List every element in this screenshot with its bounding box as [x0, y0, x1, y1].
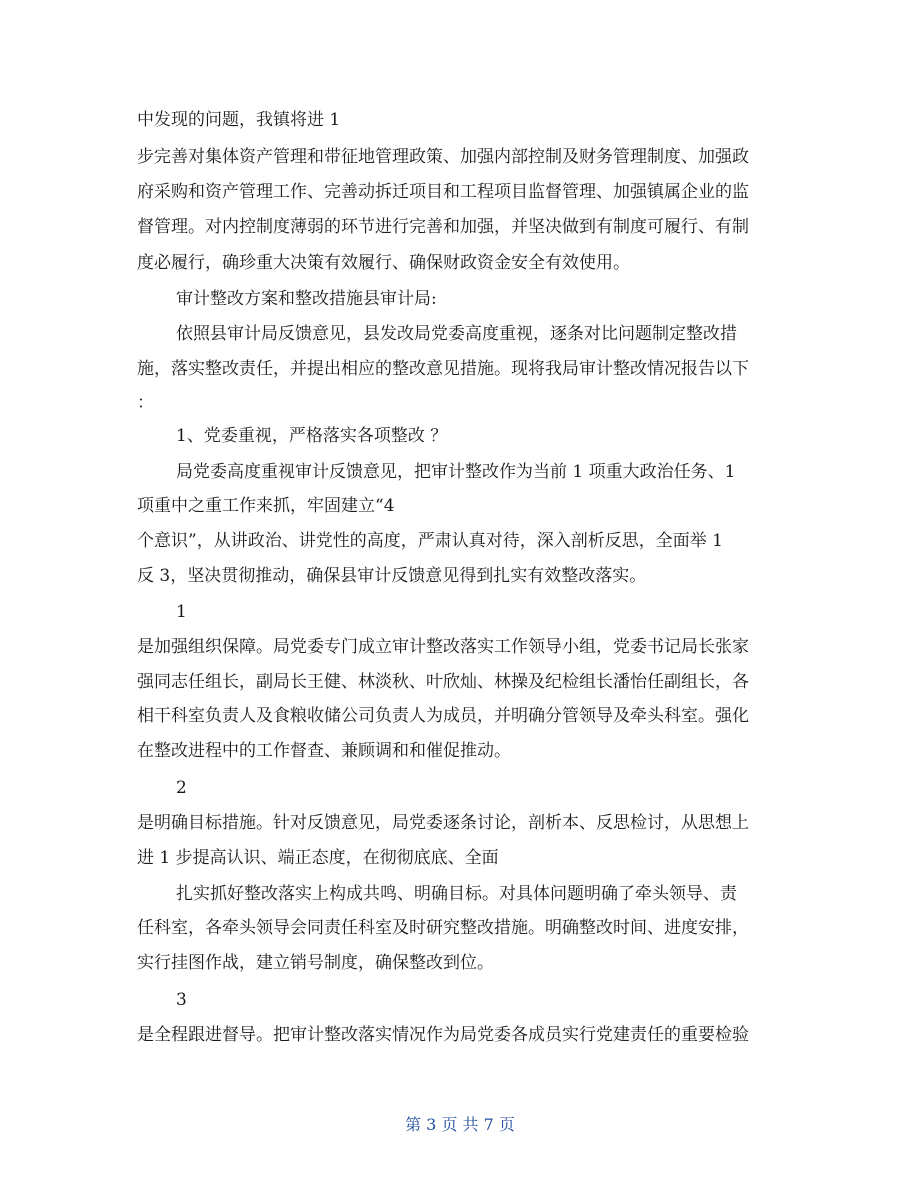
- body-line: 审计整改方案和整改措施县审计局:: [176, 289, 437, 309]
- item-number: 2: [176, 778, 187, 798]
- body-line: 度必履行，确珍重大决策有效履行、确保财政资金安全有效使用。: [137, 253, 630, 273]
- body-line: 施，落实整改责任，并提出相应的整改意见措施。现将我局审计整改情况报告以下: [137, 359, 749, 379]
- body-line: 强同志任组长，副局长王健、林淡秋、叶欣灿、林操及纪检组长潘怡任副组长，各: [137, 672, 749, 692]
- body-line: 项重中之重工作来抓，牢固建立“4: [137, 496, 395, 516]
- body-line: 扎实抓好整改落实上构成共鸣、明确目标。对具体问题明确了牵头领导、责: [176, 884, 737, 904]
- body-line: 进 1 步提高认识、端正态度，在彻彻底底、全面: [137, 848, 499, 868]
- body-line: 1、党委重视，严格落实各项整改 ？: [176, 426, 448, 446]
- body-line: 依照县审计局反馈意见，县发改局党委高度重视，逐条对比问题制定整改措: [176, 324, 737, 344]
- body-line: 局党委高度重视审计反馈意见，把审计整改作为当前 1 项重大政治任务、1: [176, 462, 736, 482]
- body-line: 中发现的问题，我镇将进 1: [137, 110, 341, 130]
- body-line: 督管理。对内控制度薄弱的环节进行完善和加强，并坚决做到有制度可履行、有制: [137, 217, 749, 237]
- body-line: 相干科室负责人及食粮收储公司负责人为成员，并明确分管领导及牵头科室。强化: [137, 706, 749, 726]
- body-line: ：: [137, 393, 154, 413]
- body-line: 是全程跟进督导。把审计整改落实情况作为局党委各成员实行党建责任的重要检验: [137, 1025, 749, 1045]
- body-line: 府采购和资产管理工作、完善动拆迁项目和工程项目监督管理、加强镇属企业的监: [137, 182, 749, 202]
- item-number: 1: [176, 602, 187, 622]
- body-line: 反 3，坚决贯彻推动，确保县审计反馈意见得到扎实有效整改落实。: [137, 566, 647, 586]
- item-number: 3: [176, 990, 187, 1010]
- body-line: 是明确目标措施。针对反馈意见，局党委逐条讨论，剖析本、反思检讨，从思想上: [137, 813, 749, 833]
- page-number-footer: 第 3 页 共 7 页: [405, 1115, 515, 1134]
- body-line: 任科室，各牵头领导会同责任科室及时研究整改措施。明确整改时间、进度安排，: [137, 918, 749, 938]
- body-line: 是加强组织保障。局党委专门成立审计整改落实工作领导小组，党委书记局长张家: [137, 637, 749, 657]
- body-line: 步完善对集体资产管理和带征地管理政策、加强内部控制及财务管理制度、加强政: [137, 147, 749, 167]
- body-line: 实行挂图作战，建立销号制度，确保整改到位。: [137, 953, 494, 973]
- body-line: 在整改进程中的工作督查、兼顾调和和催促推动。: [137, 741, 511, 761]
- body-line: 个意识”，从讲政治、讲党性的高度，严肃认真对待，深入剖析反思，全面举 1: [137, 531, 723, 551]
